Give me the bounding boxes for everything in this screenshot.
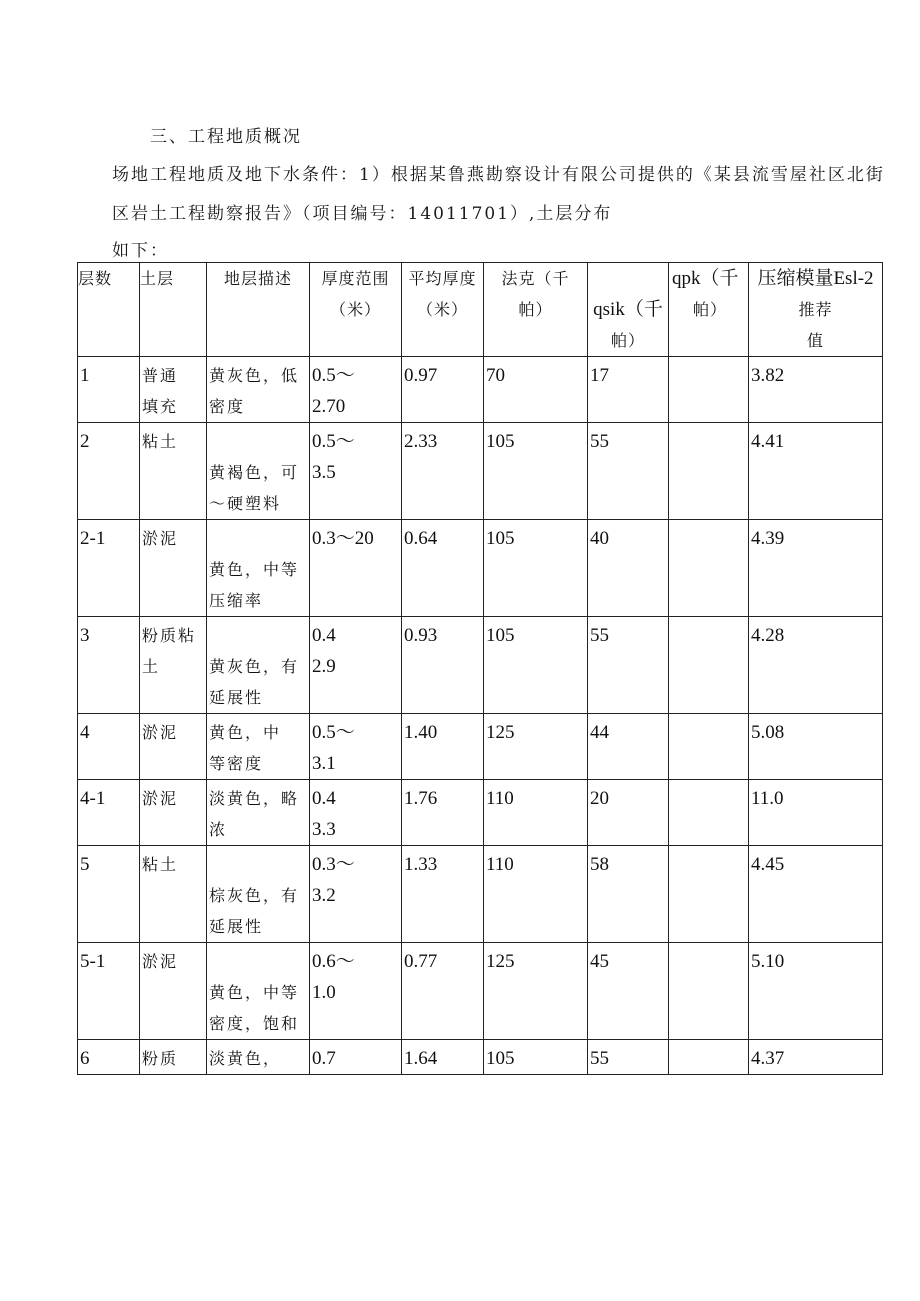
cell-qpk bbox=[669, 943, 749, 1040]
cell-avg: 0.93 bbox=[402, 617, 484, 714]
cell-qsik: 55 bbox=[588, 1040, 669, 1075]
cell-qsik: 45 bbox=[588, 943, 669, 1040]
cell-soil: 粘土 bbox=[140, 423, 207, 520]
cell-soil: 淤泥 bbox=[140, 520, 207, 617]
cell-fak: 70 bbox=[484, 357, 588, 423]
cell-layer: 6 bbox=[78, 1040, 140, 1075]
cell-avg: 1.76 bbox=[402, 780, 484, 846]
cell-qpk bbox=[669, 780, 749, 846]
cell-layer: 2 bbox=[78, 423, 140, 520]
cell-qsik: 55 bbox=[588, 423, 669, 520]
table-row bbox=[78, 357, 883, 423]
cell-qsik: 44 bbox=[588, 714, 669, 780]
cell-es: 4.41 bbox=[749, 423, 883, 520]
cell-soil: 淤泥 bbox=[140, 780, 207, 846]
header-layer: 层数 bbox=[78, 263, 140, 357]
cell-desc: 黄色，中 等密度 bbox=[207, 714, 310, 780]
cell-range: 0.5～ 3.1 bbox=[310, 714, 402, 780]
cell-layer: 5-1 bbox=[78, 943, 140, 1040]
cell-qsik: 17 bbox=[588, 357, 669, 423]
header-compression-modulus: 压缩模量Esl-2 推荐 值 bbox=[749, 263, 883, 357]
cell-qsik: 20 bbox=[588, 780, 669, 846]
cell-range: 0.4 2.9 bbox=[310, 617, 402, 714]
cell-avg: 2.33 bbox=[402, 423, 484, 520]
cell-avg: 0.77 bbox=[402, 943, 484, 1040]
cell-desc: 黄褐色，可 ～硬塑料 bbox=[207, 423, 310, 520]
cell-range: 0.6～ 1.0 bbox=[310, 943, 402, 1040]
cell-soil: 粘土 bbox=[140, 846, 207, 943]
paragraph-line-3: 如下： bbox=[112, 241, 169, 261]
cell-desc: 黄灰色，低 密度 bbox=[207, 357, 310, 423]
cell-fak: 105 bbox=[484, 1040, 588, 1075]
cell-avg: 1.64 bbox=[402, 1040, 484, 1075]
paragraph-line-1: 场地工程地质及地下水条件：1）根据某鲁燕勘察设计有限公司提供的《某县流雪屋社区北街 bbox=[112, 165, 885, 185]
cell-es: 3.82 bbox=[749, 357, 883, 423]
cell-fak: 105 bbox=[484, 617, 588, 714]
cell-soil: 粉质 bbox=[140, 1040, 207, 1075]
header-qsik: qsik（千 帕） bbox=[588, 263, 669, 357]
cell-desc: 棕灰色，有 延展性 bbox=[207, 846, 310, 943]
cell-layer: 4-1 bbox=[78, 780, 140, 846]
cell-es: 4.37 bbox=[749, 1040, 883, 1075]
paragraph-line-2: 区岩土工程勘察报告》（项目编号：14011701）,土层分布 bbox=[112, 204, 613, 224]
cell-fak: 125 bbox=[484, 943, 588, 1040]
section-heading: 三、工程地质概况 bbox=[150, 127, 302, 147]
cell-avg: 0.64 bbox=[402, 520, 484, 617]
table-row bbox=[78, 780, 883, 846]
table-row bbox=[78, 520, 883, 617]
cell-qsik: 55 bbox=[588, 617, 669, 714]
table-row bbox=[78, 714, 883, 780]
cell-es: 4.45 bbox=[749, 846, 883, 943]
table-row bbox=[78, 423, 883, 520]
header-soil: 土层 bbox=[140, 263, 207, 357]
cell-desc: 淡黄色， bbox=[207, 1040, 310, 1075]
table-row bbox=[78, 846, 883, 943]
cell-qsik: 58 bbox=[588, 846, 669, 943]
cell-es: 5.10 bbox=[749, 943, 883, 1040]
cell-qpk bbox=[669, 357, 749, 423]
cell-layer: 2-1 bbox=[78, 520, 140, 617]
cell-es: 5.08 bbox=[749, 714, 883, 780]
cell-soil: 粉质粘 土 bbox=[140, 617, 207, 714]
cell-qpk bbox=[669, 520, 749, 617]
cell-qpk bbox=[669, 846, 749, 943]
cell-layer: 3 bbox=[78, 617, 140, 714]
cell-soil: 淤泥 bbox=[140, 714, 207, 780]
cell-qpk bbox=[669, 1040, 749, 1075]
cell-avg: 0.97 bbox=[402, 357, 484, 423]
cell-fak: 110 bbox=[484, 846, 588, 943]
table-row bbox=[78, 1040, 883, 1075]
header-qpk: qpk（千 帕） bbox=[669, 263, 749, 357]
cell-range: 0.7 bbox=[310, 1040, 402, 1075]
cell-desc: 黄色，中等 密度，饱和 bbox=[207, 943, 310, 1040]
soil-layer-table bbox=[77, 262, 883, 1075]
header-fak: 法克（千 帕） bbox=[484, 263, 588, 357]
header-thickness-range: 厚度范围 （米） bbox=[310, 263, 402, 357]
cell-layer: 1 bbox=[78, 357, 140, 423]
header-average-thickness: 平均厚度 （米） bbox=[402, 263, 484, 357]
cell-avg: 1.33 bbox=[402, 846, 484, 943]
cell-qpk bbox=[669, 617, 749, 714]
cell-fak: 110 bbox=[484, 780, 588, 846]
cell-desc: 黄色，中等 压缩率 bbox=[207, 520, 310, 617]
cell-soil: 淤泥 bbox=[140, 943, 207, 1040]
cell-range: 0.5～ 3.5 bbox=[310, 423, 402, 520]
cell-fak: 105 bbox=[484, 423, 588, 520]
cell-es: 4.28 bbox=[749, 617, 883, 714]
cell-range: 0.5～ 2.70 bbox=[310, 357, 402, 423]
cell-range: 0.3～20 bbox=[310, 520, 402, 617]
cell-range: 0.3～ 3.2 bbox=[310, 846, 402, 943]
header-desc: 地层描述 bbox=[207, 263, 310, 357]
cell-layer: 5 bbox=[78, 846, 140, 943]
cell-es: 11.0 bbox=[749, 780, 883, 846]
cell-es: 4.39 bbox=[749, 520, 883, 617]
cell-soil: 普通 填充 bbox=[140, 357, 207, 423]
cell-avg: 1.40 bbox=[402, 714, 484, 780]
cell-fak: 125 bbox=[484, 714, 588, 780]
cell-desc: 淡黄色，略 浓 bbox=[207, 780, 310, 846]
cell-range: 0.4 3.3 bbox=[310, 780, 402, 846]
cell-layer: 4 bbox=[78, 714, 140, 780]
cell-fak: 105 bbox=[484, 520, 588, 617]
table-row bbox=[78, 617, 883, 714]
table-header-row bbox=[78, 263, 883, 357]
table-row bbox=[78, 943, 883, 1040]
cell-qsik: 40 bbox=[588, 520, 669, 617]
cell-qpk bbox=[669, 423, 749, 520]
cell-desc: 黄灰色，有 延展性 bbox=[207, 617, 310, 714]
cell-qpk bbox=[669, 714, 749, 780]
